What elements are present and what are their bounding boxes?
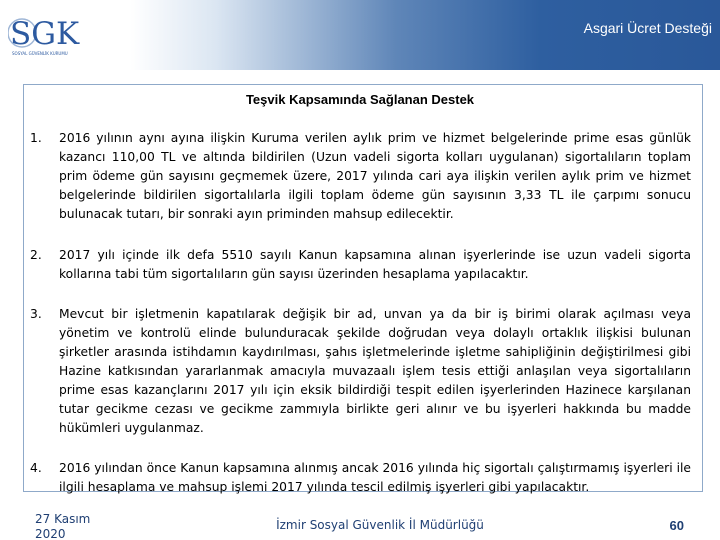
list-item [30, 305, 691, 438]
footer-date-year: 2020 [35, 527, 66, 540]
content-title: Teşvik Kapsamında Sağlanan Destek [245, 92, 475, 107]
list-item-number: 2. [30, 248, 42, 262]
list-item [30, 129, 691, 224]
list-item-text: 2016 yılının aynı ayına ilişkin Kuruma verilen aylık prim ve hizmet belgelerinde prime esas günlük kazancı 110,00 TL ve altında bildirilen (Uzun vadeli sigorta kolları uygulanan) sigortalıların toplam prim ödeme gün sayısını geçmemek üzere, 2017 yılında cari aya ilişkin verilen aylık prim ve hizmet belgelerinde bildirilen sigortalılarla ilgili toplam ödeme gün sayısının 3,33 TL ile çarpımı sonucu bulunacak tutarı, bir sonraki ayın priminden mahsup edilecektir. [59, 131, 691, 221]
header-band [0, 0, 720, 70]
list-item-text: 2016 yılından önce Kanun kapsamına alınmış ancak 2016 yılında hiç sigortalı çalıştırmamış işyerleri ile ilgili hesaplama ve mahsup işlemi 2017 yılında tescil edilmiş işyerleri gibi yapılacaktır. [59, 461, 691, 494]
list-item [30, 246, 691, 284]
sgk-logo [8, 8, 108, 60]
logo-subtitle: SOSYAL GÜVENLİK KURUMU [12, 51, 68, 56]
list-item-number: 3. [30, 307, 42, 321]
list-item-number: 4. [30, 461, 42, 475]
header-title: Asgari Ücret Desteği [583, 20, 712, 36]
list-item-text: 2017 yılı içinde ilk defa 5510 sayılı Kanun kapsamına alınan işyerlerinde ise uzun vadeli sigorta kollarına tabi tüm sigortalıların gün sayısı üzerinden hesaplama yapılacaktır. [59, 248, 691, 281]
list-item-number: 1. [30, 131, 42, 145]
list-item-text: Mevcut bir işletmenin kapatılarak değişik bir ad, unvan ya da bir iş birimi olarak açılması veya yönetim ve kontrolü elinde bulunduracak şekilde doğrudan veya dolaylı ortaklık ilişkisi bulunan şirketler arasında istihdamın kaydırılması, şahıs işletmelerinde işletme sahipliğinin değiştirilmesi gibi Hazine katkısından yararlanmak amacıyla muvazaalı işlem tesis ettiği anlaşılan veya sigortalıların prime esas kazançlarını 2017 yılı için eksik bildirdiği tespit edilen işyerlerinden Hazinece karşılanan tutar gecikme cezası ve gecikme zammıyla birlikte geri alınır ve bu işyerleri hakkında bu madde hükümleri uygulanmaz. [59, 307, 691, 435]
footer-date-day: 27 Kasım [35, 512, 91, 526]
logo-text: SGK [10, 16, 80, 52]
footer-office: İzmir Sosyal Güvenlik İl Müdürlüğü [276, 518, 484, 532]
list-item [30, 459, 691, 497]
page-number: 60 [669, 518, 684, 533]
